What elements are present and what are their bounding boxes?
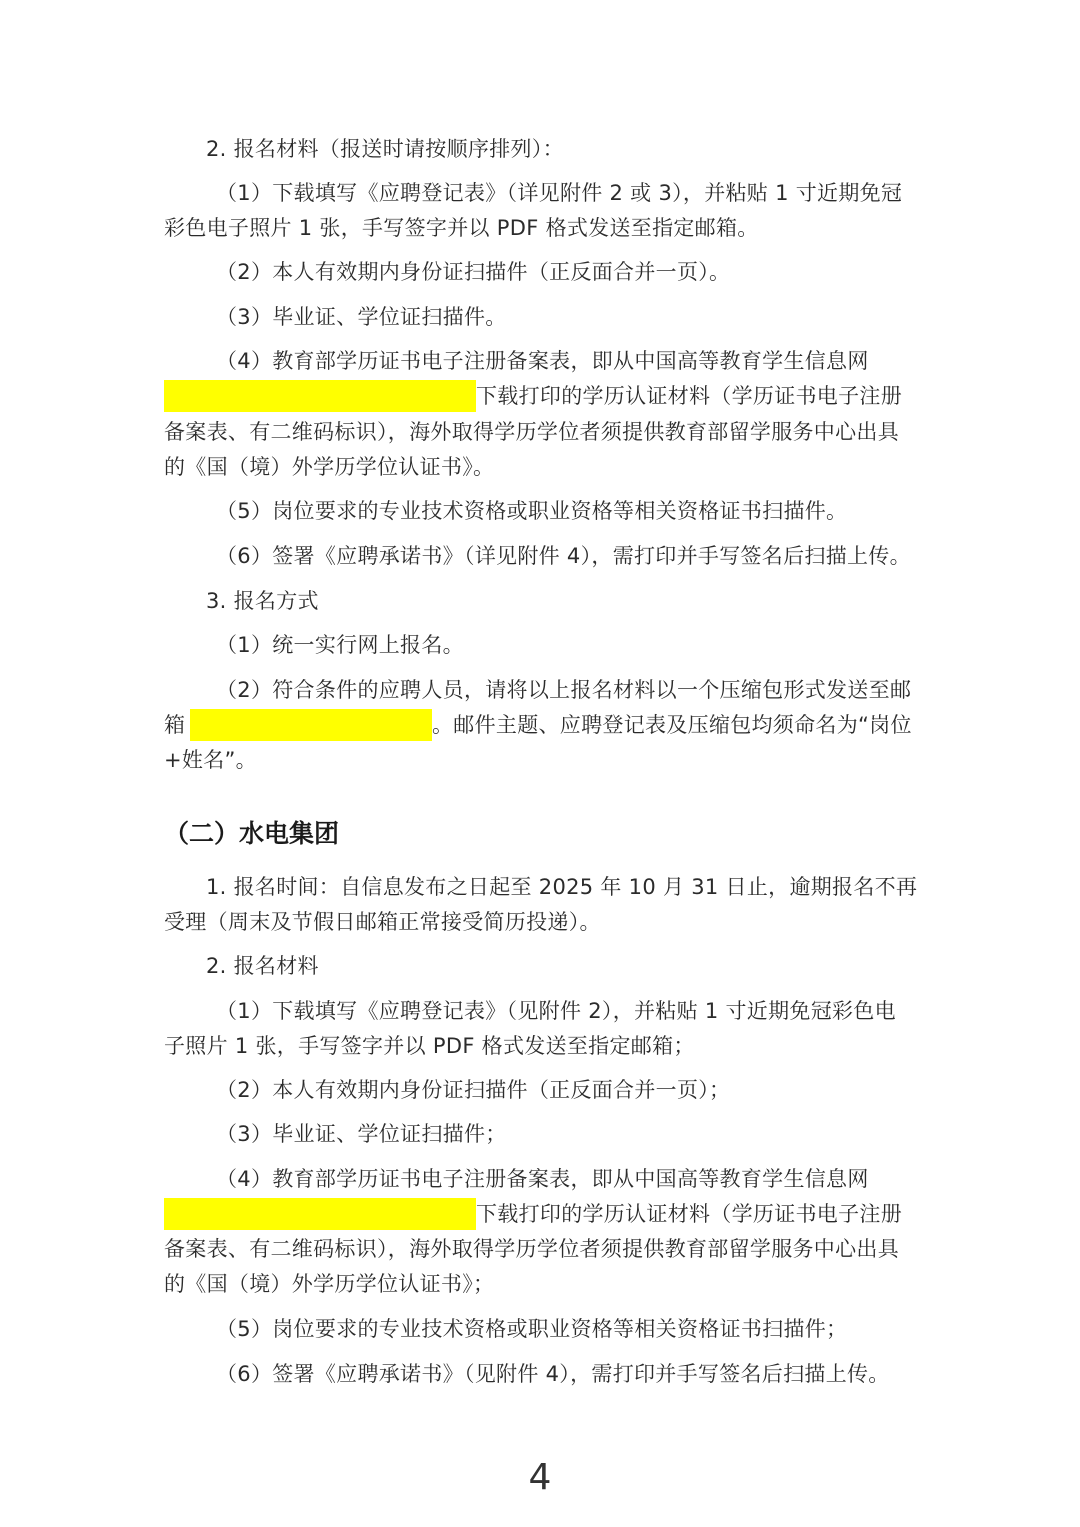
s2-material-3: （3）毕业证、学位证扫描件； bbox=[216, 1122, 507, 1146]
method-2-line-2-suffix: 。邮件主题、应聘登记表及压缩包均须命名为“岗位 bbox=[432, 713, 912, 737]
s2-material-4-line-4: 的《国（境）外学历学位认证书》； bbox=[164, 1272, 495, 1296]
time-line-1: 1. 报名时间：自信息发布之日起至 2025 年 10 月 31 日止，逾期报名不再 bbox=[206, 875, 918, 899]
material-4-line-2: 下载打印的学历认证材料（学历证书电子注册 bbox=[476, 384, 902, 408]
page-number: 4 bbox=[528, 1457, 552, 1498]
materials-title-2: 2. 报名材料 bbox=[206, 954, 319, 978]
method-2-line-2-prefix: 箱 bbox=[164, 713, 186, 737]
redacted-url-highlight-2 bbox=[164, 1198, 476, 1230]
redacted-url-highlight bbox=[164, 380, 476, 412]
s2-material-1-line-1: （1）下载填写《应聘登记表》（见附件 2），并粘贴 1 寸近期免冠彩色电 bbox=[216, 999, 896, 1023]
method-1: （1）统一实行网上报名。 bbox=[216, 633, 464, 657]
materials-title: 2. 报名材料（报送时请按顺序排列）： bbox=[206, 137, 564, 161]
time-line-2: 受理（周末及节假日邮箱正常接受简历投递）。 bbox=[164, 910, 601, 934]
s2-material-1-line-2: 子照片 1 张，手写签字并以 PDF 格式发送至指定邮箱； bbox=[164, 1034, 695, 1058]
redacted-email-highlight bbox=[190, 709, 432, 741]
method-2-line-1: （2）符合条件的应聘人员，请将以上报名材料以一个压缩包形式发送至邮 bbox=[216, 678, 912, 702]
s2-material-2: （2）本人有效期内身份证扫描件（正反面合并一页）； bbox=[216, 1078, 731, 1102]
material-4-line-1: （4）教育部学历证书电子注册备案表，即从中国高等教育学生信息网 bbox=[216, 349, 869, 373]
material-5: （5）岗位要求的专业技术资格或职业资格等相关资格证书扫描件。 bbox=[216, 499, 848, 523]
section-heading: （二）水电集团 bbox=[164, 819, 340, 848]
material-3: （3）毕业证、学位证扫描件。 bbox=[216, 305, 507, 329]
material-1-line-1: （1）下载填写《应聘登记表》（详见附件 2 或 3），并粘贴 1 寸近期免冠 bbox=[216, 181, 903, 205]
method-2-line-3: +姓名”。 bbox=[164, 748, 257, 772]
s2-material-6: （6）签署《应聘承诺书》（见附件 4），需打印并手写签名后扫描上传。 bbox=[216, 1362, 890, 1386]
material-2: （2）本人有效期内身份证扫描件（正反面合并一页）。 bbox=[216, 260, 731, 284]
s2-material-5: （5）岗位要求的专业技术资格或职业资格等相关资格证书扫描件； bbox=[216, 1317, 848, 1341]
s2-material-4-line-3: 备案表、有二维码标识），海外取得学历学位者须提供教育部留学服务中心出具 bbox=[164, 1237, 899, 1261]
material-6: （6）签署《应聘承诺书》（详见附件 4），需打印并手写签名后扫描上传。 bbox=[216, 544, 911, 568]
material-4-line-3: 备案表、有二维码标识），海外取得学历学位者须提供教育部留学服务中心出具 bbox=[164, 420, 899, 444]
s2-material-4-line-1: （4）教育部学历证书电子注册备案表，即从中国高等教育学生信息网 bbox=[216, 1167, 869, 1191]
method-title: 3. 报名方式 bbox=[206, 589, 319, 613]
material-1-line-2: 彩色电子照片 1 张，手写签字并以 PDF 格式发送至指定邮箱。 bbox=[164, 216, 759, 240]
material-4-line-4: 的《国（境）外学历学位认证书》。 bbox=[164, 455, 495, 479]
s2-material-4-line-2: 下载打印的学历认证材料（学历证书电子注册 bbox=[476, 1202, 902, 1226]
